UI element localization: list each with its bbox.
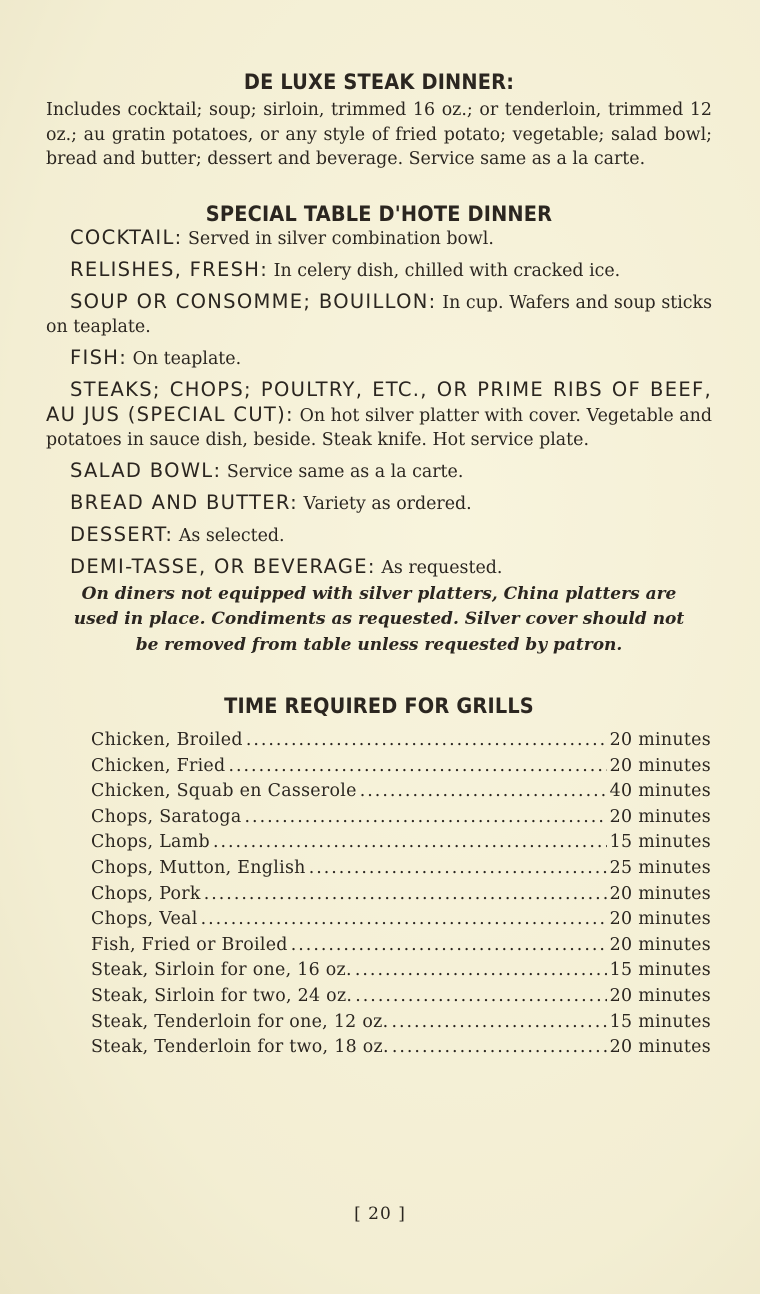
special-title: SPECIAL TABLE D'HOTE DINNER [205, 201, 553, 226]
dot-leader [245, 805, 607, 831]
special-item-label: DEMI-TASSE, OR BEVERAGE: [70, 554, 376, 578]
special-item-label: DESSERT: [70, 522, 174, 546]
grill-row [91, 830, 711, 856]
special-item-text: In celery dish, chilled with cracked ice. [273, 260, 621, 281]
grills-title: TIME REQUIRED FOR GRILLS [224, 694, 534, 718]
dot-leader [355, 984, 606, 1010]
grill-item: Chicken, Broiled [91, 730, 243, 750]
grill-item: Chops, Mutton, English [91, 857, 306, 878]
special-item [46, 491, 712, 516]
special-item-text: Served in silver combination bowl. [188, 228, 494, 249]
deluxe-body: Includes cocktail; soup; sirloin, trimmed 16 oz.; or tenderloin, trimmed 12 oz.; au gratin potatoes, or any style of fried potato; vegetable; salad bowl; bread and butter; dessert and beverage. Service same as a la carte. [46, 100, 712, 169]
grill-item: Chops, Saratoga [91, 806, 242, 827]
dot-leader [201, 907, 607, 933]
special-item [46, 258, 712, 283]
special-item-label: BREAD AND BUTTER: [70, 490, 299, 514]
special-item-text: On teaplate. [132, 348, 242, 369]
special-item [46, 523, 712, 548]
grill-time: 15 minutes [609, 1011, 711, 1032]
grill-item: Chops, Lamb [91, 832, 210, 853]
grill-item: Steak, Sirloin for one, 16 oz. [91, 960, 352, 981]
grill-row [91, 805, 711, 831]
special-item-label: SOUP OR CONSOMME; BOUILLON: [70, 289, 437, 313]
dot-leader [204, 882, 607, 908]
grill-time: 15 minutes [609, 832, 711, 853]
special-item [46, 459, 712, 484]
special-item-label: STEAKS; CHOPS; POULTRY, ETC., OR PRIME RIBS OF BEEF, AU JUS (SPECIAL CUT): [46, 377, 712, 426]
dot-leader [392, 1035, 607, 1061]
dot-leader [355, 958, 607, 984]
special-item [46, 226, 712, 251]
grill-item: Fish, Fried or Broiled [91, 934, 288, 955]
grill-row [91, 907, 711, 933]
dot-leader [291, 933, 607, 959]
grill-row [91, 1035, 711, 1061]
grill-time: 20 minutes [609, 909, 711, 930]
dot-leader [228, 754, 606, 780]
grill-row [91, 754, 711, 780]
dot-leader [213, 830, 607, 856]
special-item-text: On hot silver platter with cover. Vegetable and potatoes in sauce dish, beside. Steak knife. Hot service plate. [46, 405, 712, 450]
grill-time: 20 minutes [609, 985, 711, 1006]
grill-item: Steak, Tenderloin for one, 12 oz. [91, 1011, 389, 1032]
grill-row [91, 856, 711, 882]
grill-row [91, 933, 711, 959]
grill-row [91, 1010, 711, 1036]
grill-time: 20 minutes [609, 1037, 711, 1058]
grill-item: Chicken, Fried [91, 755, 226, 776]
special-item [46, 378, 712, 452]
grill-item: Chops, Veal [91, 909, 198, 930]
grill-time: 40 minutes [609, 781, 711, 802]
special-item [46, 290, 712, 339]
special-item-label: COCKTAIL: [70, 225, 183, 249]
dot-leader [309, 856, 607, 882]
deluxe-title: DE LUXE STEAK DINNER: [243, 70, 515, 94]
grill-row [91, 958, 711, 984]
special-items [46, 226, 712, 580]
special-note: On diners not equipped with silver platters, China platters are used in place. Condiments as requested. Silver cover should not be removed from table unless requested by patron. [73, 583, 685, 655]
grill-row [91, 882, 711, 908]
special-item [46, 555, 712, 580]
special-item-text: As requested. [381, 557, 503, 578]
grill-item: Steak, Sirloin for two, 24 oz. [91, 985, 353, 1006]
dot-leader [360, 779, 607, 805]
special-item-label: RELISHES, FRESH: [70, 257, 269, 281]
grill-time: 20 minutes [609, 883, 711, 904]
grill-time: 20 minutes [609, 755, 711, 776]
special-item-label: SALAD BOWL: [70, 458, 222, 482]
grill-item: Chops, Pork [91, 883, 201, 904]
grill-row [91, 728, 711, 754]
grill-time: 20 minutes [609, 934, 711, 955]
special-item-text: As selected. [178, 525, 285, 546]
grill-row [91, 779, 711, 805]
special-item-text: Variety as ordered. [303, 493, 472, 514]
grill-item: Steak, Tenderloin for two, 18 oz. [91, 1037, 389, 1058]
grill-time: 25 minutes [609, 857, 711, 878]
grill-time: 20 minutes [609, 730, 711, 750]
dot-leader [246, 728, 607, 754]
page-number: [ 20 ] [354, 1204, 406, 1224]
special-item-label: FISH: [70, 345, 128, 369]
special-item-text: Service same as a la carte. [226, 461, 464, 482]
grill-time: 15 minutes [609, 960, 711, 981]
grill-time: 20 minutes [609, 806, 711, 827]
dot-leader [391, 1010, 606, 1036]
grill-item: Chicken, Squab en Casserole [91, 781, 357, 802]
grills-table [91, 728, 711, 1061]
special-item [46, 346, 712, 371]
special-item-text: In cup. Wafers and soup sticks on teaplate. [46, 292, 712, 337]
grill-row [91, 984, 711, 1010]
